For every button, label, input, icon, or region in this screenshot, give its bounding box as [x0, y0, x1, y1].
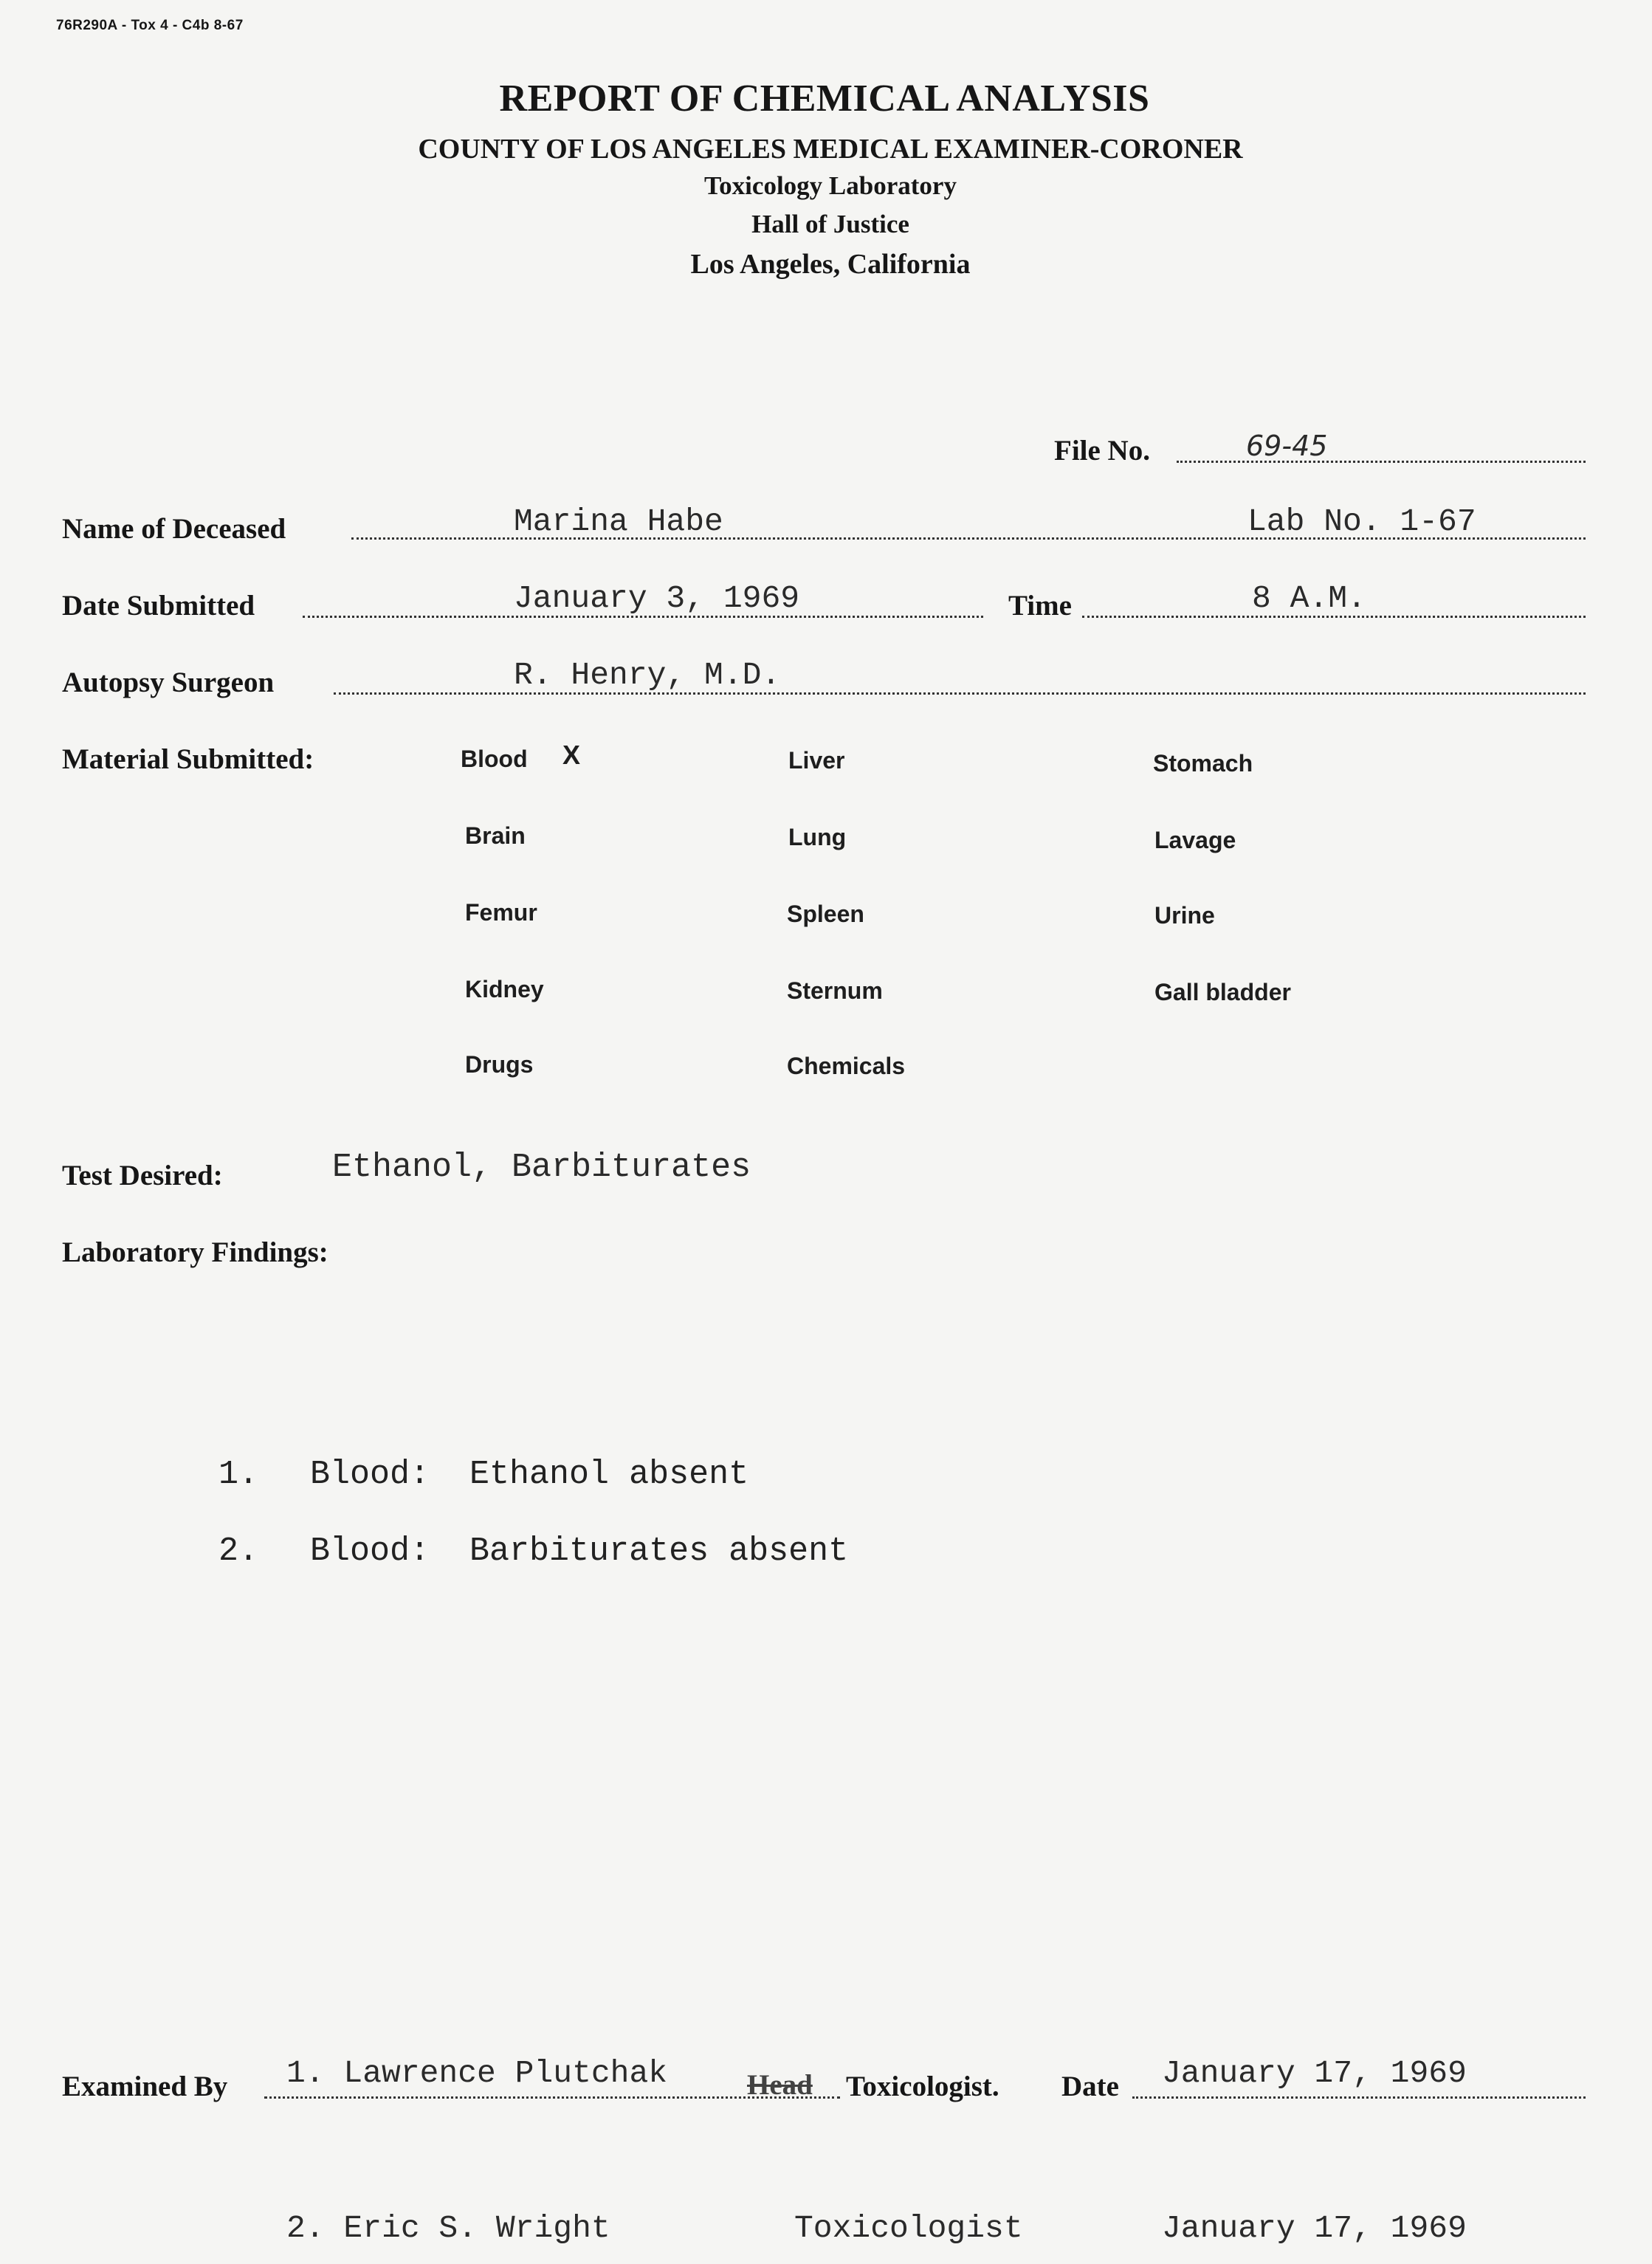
examiner-1-role: Toxicologist. — [846, 2071, 999, 2102]
report-title: REPORT OF CHEMICAL ANALYSIS — [499, 78, 1150, 120]
material-stomach: Stomach — [1153, 750, 1253, 777]
finding-2-text: Blood: Barbiturates absent — [310, 1532, 849, 1570]
lab-no-value: Lab No. 1-67 — [1247, 503, 1476, 540]
file-no-label: File No. — [1054, 435, 1150, 467]
findings-label: Laboratory Findings: — [62, 1236, 328, 1268]
lab-name: Toxicology Laboratory — [704, 171, 957, 200]
date-submitted-value: January 3, 1969 — [514, 580, 800, 616]
finding-1-text: Blood: Ethanol absent — [310, 1456, 749, 1493]
test-desired-label: Test Desired: — [62, 1160, 223, 1191]
time-value: 8 A.M. — [1252, 580, 1366, 616]
building-name: Hall of Justice — [751, 210, 909, 238]
material-lavage: Lavage — [1154, 827, 1236, 853]
exam-date-label: Date — [1061, 2071, 1119, 2102]
deceased-label: Name of Deceased — [62, 513, 286, 545]
material-blood: Blood — [461, 746, 528, 772]
material-chemicals: Chemicals — [787, 1053, 906, 1079]
city-name: Los Angeles, California — [690, 249, 971, 280]
file-no-line — [1177, 461, 1586, 463]
exam-date-2: January 17, 1969 — [1162, 2210, 1467, 2246]
exam-date-line — [1132, 2096, 1586, 2099]
material-label: Material Submitted: — [62, 743, 314, 775]
test-desired-value: Ethanol, Barbiturates — [332, 1149, 751, 1186]
examiner-2-name: 2. Eric S. Wright — [286, 2210, 610, 2246]
form-code: 76R290A - Tox 4 - C4b 8-67 — [56, 18, 244, 33]
material-femur: Femur — [465, 899, 537, 926]
finding-2-number: 2. — [218, 1532, 259, 1570]
material-gall-bladder: Gall bladder — [1154, 979, 1291, 1005]
material-sternum: Sternum — [787, 977, 883, 1004]
exam-date-1: January 17, 1969 — [1162, 2055, 1467, 2091]
material-kidney: Kidney — [465, 976, 544, 1002]
deceased-value: Marina Habe — [514, 503, 723, 540]
examiner-1-name: 1. Lawrence Plutchak — [286, 2055, 668, 2091]
material-urine: Urine — [1154, 902, 1215, 929]
surgeon-value: R. Henry, M.D. — [514, 657, 781, 693]
date-submitted-label: Date Submitted — [62, 590, 255, 622]
material-brain: Brain — [465, 822, 526, 849]
material-blood-check: X — [562, 740, 581, 770]
file-no-value: 69-45 — [1246, 430, 1328, 462]
agency-name: COUNTY OF LOS ANGELES MEDICAL EXAMINER-CORONER — [418, 134, 1243, 165]
material-spleen: Spleen — [787, 901, 864, 927]
struck-title: Head — [747, 2069, 813, 2101]
examined-by-label: Examined By — [62, 2071, 228, 2102]
material-liver: Liver — [788, 747, 845, 774]
material-lung: Lung — [788, 824, 847, 850]
time-label: Time — [1008, 590, 1072, 622]
surgeon-label: Autopsy Surgeon — [62, 667, 275, 698]
finding-1-number: 1. — [218, 1456, 259, 1493]
material-drugs: Drugs — [465, 1051, 534, 1078]
examiner-2-role: Toxicologist — [794, 2210, 1023, 2246]
